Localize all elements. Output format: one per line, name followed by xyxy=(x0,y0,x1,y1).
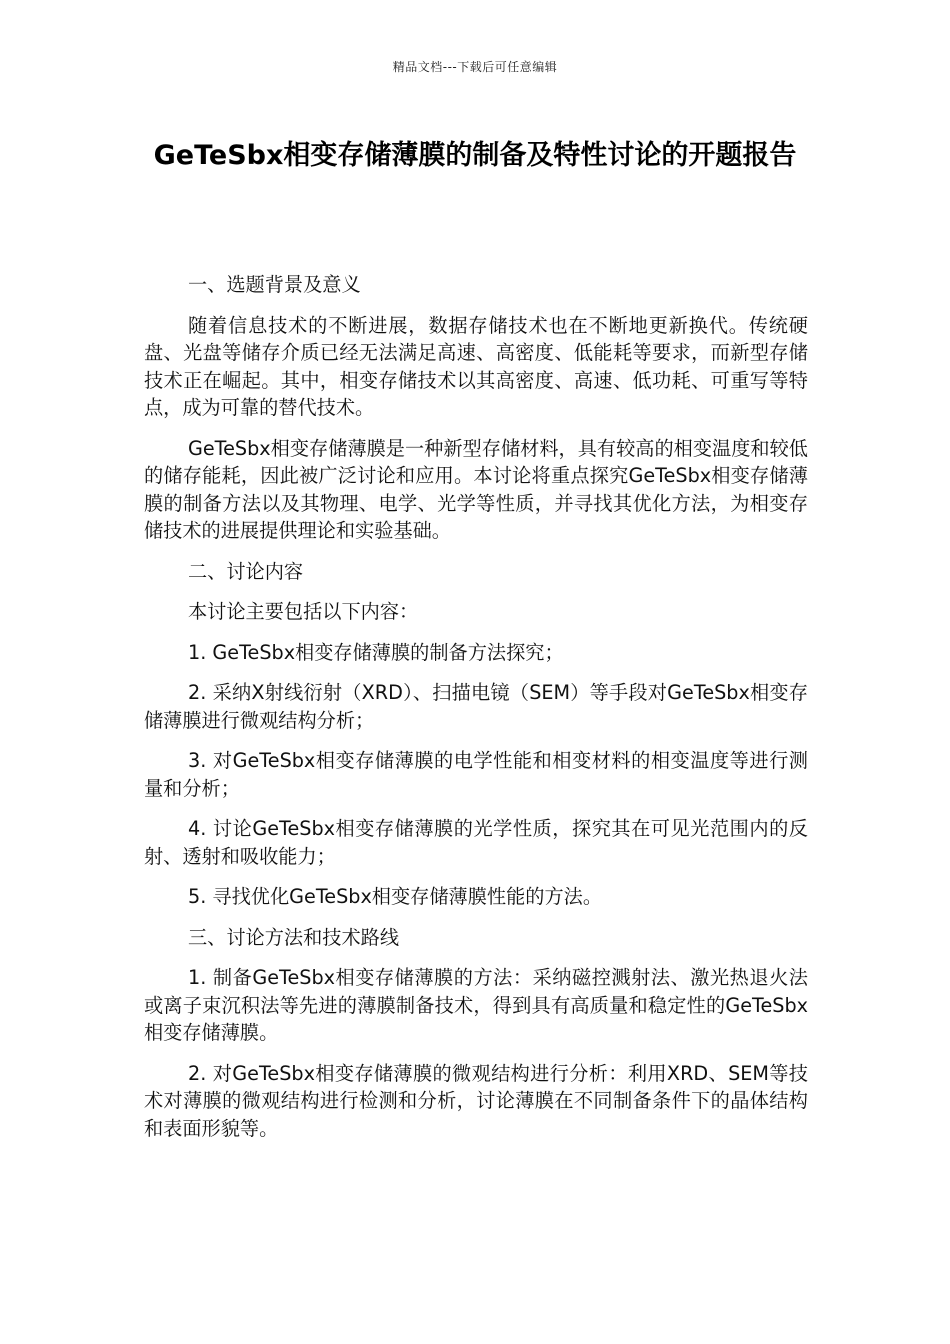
document-title: GeTeSbx相变存储薄膜的制备及特性讨论的开题报告 xyxy=(153,140,797,171)
list-item-content-2: 2. 采纳X射线衍射（XRD）、扫描电镜（SEM）等手段对GeTeSbx相变存储薄膜进行微观结构分析； xyxy=(144,681,808,732)
list-item-content-4: 4. 讨论GeTeSbx相变存储薄膜的光学性质，探究其在可见光范围内的反射、透射和吸收能力； xyxy=(144,817,808,868)
list-item-method-1: 1. 制备GeTeSbx相变存储薄膜的方法：采纳磁控溅射法、激光热退火法或离子束沉积法等先进的薄膜制备技术，得到具有高质量和稳定性的GeTeSbx相变存储薄膜。 xyxy=(144,966,808,1044)
section-heading-background: 一、选题背景及意义 xyxy=(188,273,361,296)
list-item-content-5: 5. 寻找优化GeTeSbx相变存储薄膜性能的方法。 xyxy=(188,885,603,908)
section-heading-content: 二、讨论内容 xyxy=(188,559,304,583)
document-body xyxy=(144,271,808,1155)
paragraph-material-intro: GeTeSbx相变存储薄膜是一种新型存储材料，具有较高的相变温度和较低的储存能耗，因此被广泛讨论和应用。本讨论将重点探究GeTeSbx相变存储薄膜的制备方法以及其物理、电学、光学等性质，并寻找其优化方法，为相变存储技术的进展提供理论和实验基础。 xyxy=(144,436,808,542)
page-header-note: 精品文档---下载后可任意编辑 xyxy=(392,60,558,74)
section-heading-methods: 三、讨论方法和技术路线 xyxy=(188,925,400,949)
list-item-content-1: 1. GeTeSbx相变存储薄膜的制备方法探究； xyxy=(188,640,564,664)
list-item-method-2: 2. 对GeTeSbx相变存储薄膜的微观结构进行分析：利用XRD、SEM等技术对薄膜的微观结构进行检测和分析，讨论薄膜在不同制备条件下的晶体结构和表面形貌等。 xyxy=(144,1061,808,1140)
paragraph-content-intro: 本讨论主要包括以下内容： xyxy=(188,600,419,623)
list-item-content-3: 3. 对GeTeSbx相变存储薄膜的电学性能和相变材料的相变温度等进行测量和分析； xyxy=(144,749,808,800)
paragraph-background: 随着信息技术的不断进展，数据存储技术也在不断地更新换代。传统硬盘、光盘等储存介质已经无法满足高速、高密度、低能耗等要求，而新型存储技术正在崛起。其中，相变存储技术以其高密度、高速、低功耗、可重写等特点，成为可靠的替代技术。 xyxy=(144,313,808,419)
